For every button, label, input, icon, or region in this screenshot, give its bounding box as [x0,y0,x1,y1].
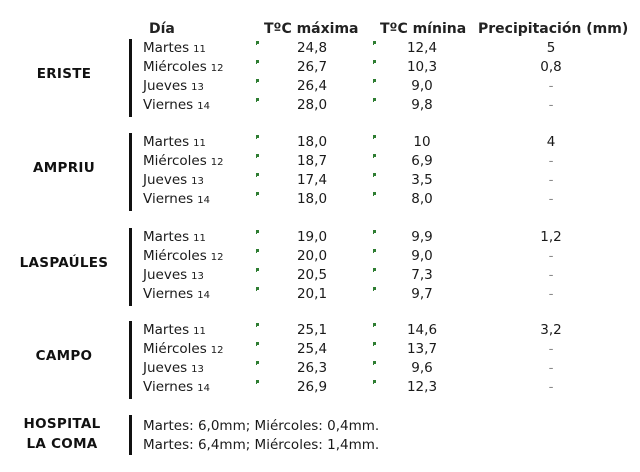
day-name: Viernes [143,286,194,302]
min-temp: 9,6 [411,360,433,376]
cell-marker [373,41,376,44]
min-temp: 10,3 [406,59,438,75]
min-temp: 8,0 [411,191,433,207]
hospital-divider [129,415,132,455]
day-name: Jueves [143,78,188,94]
hospital-name-line1: HOSPITAL [23,416,101,432]
min-temp: 3,5 [411,172,433,188]
day-name: Viernes [143,97,194,113]
max-temp: 20,0 [296,248,328,264]
max-temp: 28,0 [296,97,328,113]
min-temp: 9,9 [411,229,433,245]
day-cell [143,134,206,150]
day-cell [143,153,223,169]
max-temp: 26,7 [296,59,328,75]
location-name: LASPAÚLES [19,255,109,271]
cell-marker [373,380,376,383]
day-date: 12 [210,157,224,168]
cell-marker [373,60,376,63]
max-temp: 26,3 [296,360,328,376]
day-cell [143,379,210,395]
precipitation: 5 [546,40,556,56]
day-cell [143,172,204,188]
day-date: 13 [191,364,204,375]
cell-marker [256,173,259,176]
day-date: 14 [197,383,210,394]
precipitation: - [548,286,554,302]
max-temp: 20,5 [296,267,328,283]
cell-marker [373,79,376,82]
day-date: 13 [191,271,204,282]
max-temp: 24,8 [296,40,328,56]
location-divider [129,133,132,211]
cell-marker [373,287,376,290]
day-name: Martes [143,40,190,56]
max-temp: 18,7 [296,153,328,169]
cell-marker [256,380,259,383]
header-dia: Día [149,21,175,37]
precipitation: - [548,172,554,188]
day-date: 12 [210,63,224,74]
cell-marker [373,230,376,233]
cell-marker [256,79,259,82]
min-temp: 14,6 [406,322,438,338]
day-date: 13 [191,82,204,93]
day-name: Martes [143,229,190,245]
min-temp: 9,0 [411,78,433,94]
max-temp: 26,9 [296,379,328,395]
min-temp: 13,7 [406,341,438,357]
day-date: 11 [193,138,206,149]
min-temp: 7,3 [411,267,433,283]
cell-marker [256,249,259,252]
precipitation: - [548,97,554,113]
day-cell [143,360,204,376]
day-date: 13 [191,176,204,187]
cell-marker [373,268,376,271]
location-divider [129,228,132,306]
location-name: ERISTE [36,66,92,82]
cell-marker [373,98,376,101]
precipitation: - [548,191,554,207]
day-name: Miércoles [143,59,207,75]
precipitation: - [548,267,554,283]
day-name: Miércoles [143,248,207,264]
min-temp: 9,7 [411,286,433,302]
max-temp: 18,0 [296,191,328,207]
precipitation: - [548,153,554,169]
cell-marker [256,323,259,326]
cell-marker [256,135,259,138]
header-min: TºC mínina [380,21,467,37]
cell-marker [256,192,259,195]
cell-marker [373,154,376,157]
day-name: Martes [143,322,190,338]
day-cell [143,40,206,56]
hospital-line-2: Martes: 6,4mm; Miércoles: 1,4mm. [143,437,380,453]
day-name: Jueves [143,172,188,188]
min-temp: 6,9 [411,153,433,169]
day-date: 11 [193,44,206,55]
min-temp: 9,0 [411,248,433,264]
precipitation: - [548,341,554,357]
day-date: 14 [197,101,210,112]
cell-marker [256,154,259,157]
cell-marker [256,230,259,233]
max-temp: 25,1 [296,322,328,338]
day-date: 12 [210,345,224,356]
header-prec: Precipitación (mm) [478,21,629,37]
cell-marker [373,342,376,345]
day-date: 14 [197,290,210,301]
day-name: Jueves [143,360,188,376]
day-cell [143,191,210,207]
precipitation: - [548,379,554,395]
day-cell [143,229,206,245]
day-date: 11 [193,326,206,337]
max-temp: 26,4 [296,78,328,94]
precipitation: 1,2 [540,229,562,245]
day-cell [143,341,223,357]
cell-marker [373,249,376,252]
precipitation: - [548,360,554,376]
max-temp: 20,1 [296,286,328,302]
precipitation: 0,8 [540,59,562,75]
cell-marker [373,135,376,138]
cell-marker [256,98,259,101]
precipitation: - [548,248,554,264]
cell-marker [256,287,259,290]
location-name: AMPRIU [33,160,95,176]
precipitation: 4 [546,134,556,150]
cell-marker [256,268,259,271]
hospital-name-line2: LA COMA [26,436,98,452]
day-name: Miércoles [143,341,207,357]
day-cell [143,248,223,264]
day-cell [143,59,223,75]
day-cell [143,97,210,113]
cell-marker [256,60,259,63]
precipitation: 3,2 [540,322,562,338]
day-cell [143,286,210,302]
day-name: Viernes [143,191,194,207]
day-name: Miércoles [143,153,207,169]
min-temp: 10 [413,134,431,150]
cell-marker [373,192,376,195]
cell-marker [373,361,376,364]
location-divider [129,321,132,399]
day-name: Jueves [143,267,188,283]
location-divider [129,39,132,117]
precipitation: - [548,78,554,94]
header-max: TºC máxima [264,21,359,37]
day-date: 11 [193,233,206,244]
cell-marker [256,41,259,44]
max-temp: 19,0 [296,229,328,245]
cell-marker [256,342,259,345]
day-cell [143,322,206,338]
cell-marker [256,361,259,364]
min-temp: 12,4 [406,40,438,56]
max-temp: 25,4 [296,341,328,357]
min-temp: 12,3 [406,379,438,395]
day-date: 12 [210,252,224,263]
cell-marker [373,323,376,326]
hospital-line-1: Martes: 6,0mm; Miércoles: 0,4mm. [143,418,380,434]
max-temp: 18,0 [296,134,328,150]
day-name: Martes [143,134,190,150]
day-name: Viernes [143,379,194,395]
cell-marker [373,173,376,176]
day-date: 14 [197,195,210,206]
min-temp: 9,8 [411,97,433,113]
day-cell [143,78,204,94]
location-name: CAMPO [35,348,93,364]
max-temp: 17,4 [296,172,328,188]
day-cell [143,267,204,283]
